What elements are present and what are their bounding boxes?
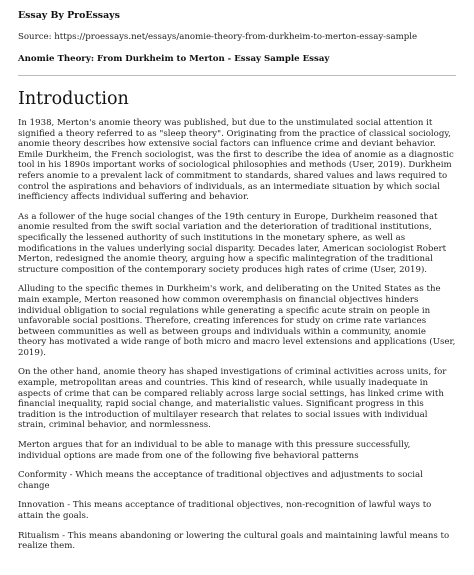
paragraph-6: Conformity - Which means the acceptance of traditional objectives and adjustments to social change bbox=[18, 470, 423, 491]
paragraph-3: Alluding to the specific themes in Durkheim's work, and deliberating on the United States as the main example, Merton reasoned how common overemphasis on financial objectives hinders individual obligation to social regulations while generating a specific acute strain on people in unfavorable social positions. Therefore, creating inferences for study on crime rate variances between communities as well as between groups and individuals within a community, anomie theory has motivated a wide range of both micro and macro level extensions and applications (User, 2019). bbox=[18, 284, 456, 358]
essay-title: Anomie Theory: From Durkheim to Merton - Essay Sample Essay bbox=[18, 54, 330, 64]
paragraph-7: Innovation - This means acceptance of traditional objectives, non-recognition of lawful ways to attain the goals. bbox=[18, 500, 432, 521]
paragraph-5: Merton argues that for an individual to be able to manage with this pressure successfully, individual options are made from one of the following five behavioral patterns bbox=[18, 440, 411, 461]
site-brand: Essay By ProEssays bbox=[18, 10, 120, 21]
header-divider bbox=[18, 75, 456, 76]
paragraph-2: As a follower of the huge social changes of the 19th century in Europe, Durkheim reasoned that anomie resulted from the swift social variation and the deterioration of traditional institutions, specifically the lessened authority of such institutions in the monetary sphere, as well as modifications in the values underlying social disparity. Decades later, American sociologist Robert Merton, redesigned the anomie theory, arguing how a specific malintegration of the traditional structure composition of the contemporary society produces high rates of crime (User, 2019). bbox=[18, 211, 447, 275]
paragraph-4: On the other hand, anomie theory has shaped investigations of criminal activities across units, for example, metropolitan areas and countries. This kind of research, while usually inadequate in aspects of crime that can be compared reliably across large social settings, has linked crime with financial inequality, rapid social change, and materialistic values. Significant progress in this tradition is the introduction of multilayer research that relates to social issues with individual strain, criminal behavior, and normlessness. bbox=[18, 367, 447, 431]
essay-header bbox=[0, 0, 474, 76]
essay-body bbox=[0, 109, 474, 552]
source-line: Source: https://proessays.net/essays/anomie-theory-from-durkheim-to-merton-essay-sample bbox=[18, 32, 418, 42]
paragraph-8: Ritualism - This means abandoning or lowering the cultural goals and maintaining lawful means to realize them. bbox=[18, 530, 450, 552]
section-heading: Introduction bbox=[18, 89, 129, 109]
paragraph-1: In 1938, Merton's anomie theory was published, but due to the unstimulated social attention it signified a theory referred to as "sleep theory". Originating from the practice of classical sociology, anomie theory describes how extensive social factors can influence crime and deviant behavior. Emile Durkheim, the French sociologist, was the first to describe the idea of anomie as a diagnostic tool in his 1890s important works of sociological philosophies and methods (User, 2019). Durkheim refers anomie to a prevalent lack of commitment to standards, shared values and laws required to control the aspirations and behaviors of individuals, as an intermediate situation by which social inefficiency affects individual suffering and behavior. bbox=[18, 118, 454, 203]
